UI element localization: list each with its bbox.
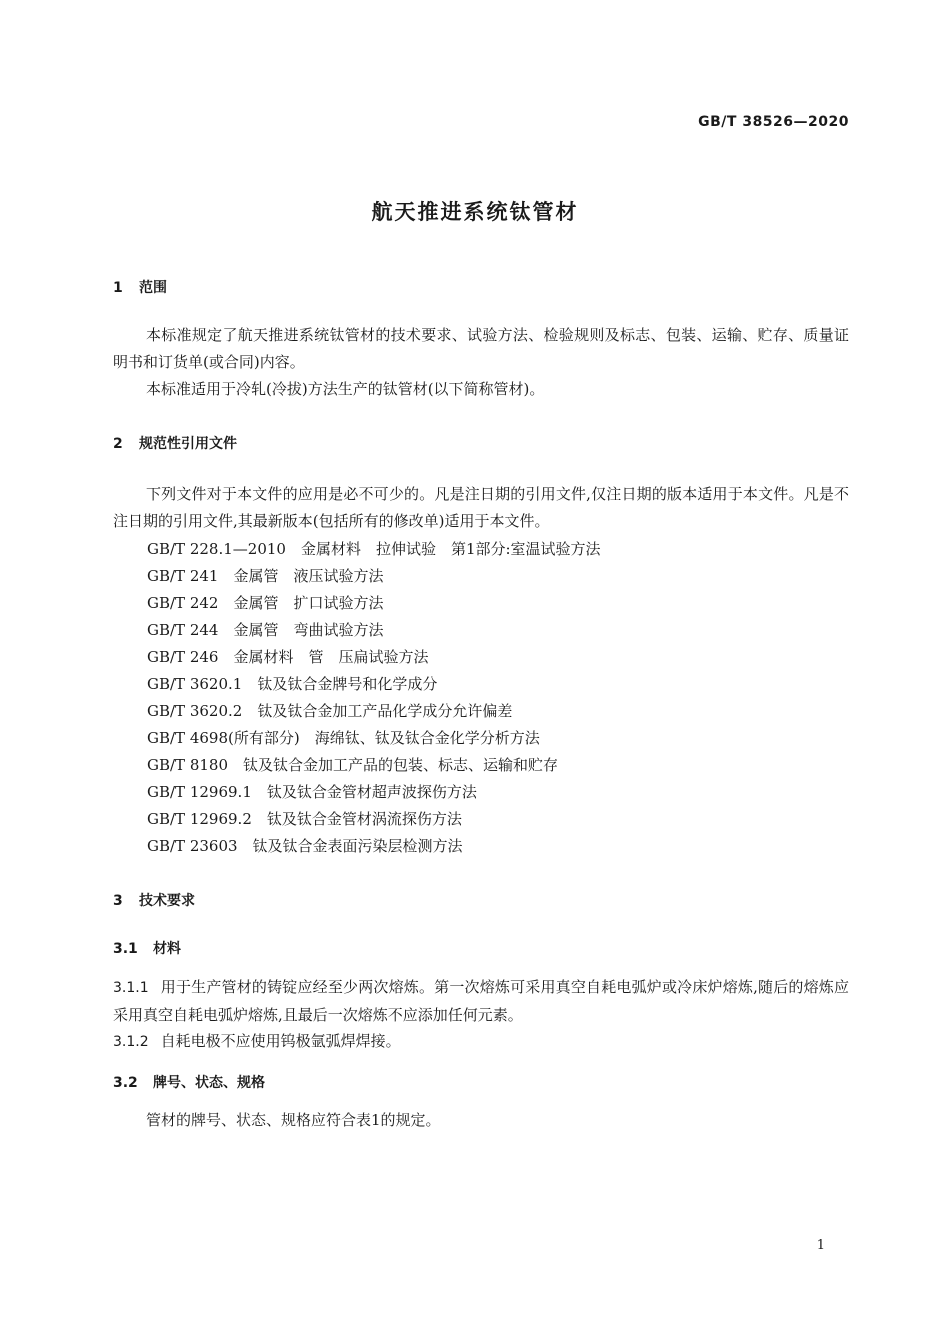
reference-item: GB/T 8180 钛及钛合金加工产品的包装、标志、运输和贮存 bbox=[147, 756, 559, 774]
section-number: 3 bbox=[113, 893, 123, 909]
section-title: 规范性引用文件 bbox=[139, 436, 237, 452]
subsection-number: 3.1 bbox=[113, 941, 138, 957]
clause-number: 3.1.1 bbox=[113, 980, 149, 996]
clause-text: 自耗电极不应使用钨极氩弧焊焊接。 bbox=[160, 1032, 401, 1050]
page-number: 1 bbox=[816, 1238, 825, 1253]
subsection-title: 材料 bbox=[153, 941, 181, 957]
reference-item: GB/T 244 金属管 弯曲试验方法 bbox=[147, 621, 384, 639]
reference-item: GB/T 3620.2 钛及钛合金加工产品化学成分允许偏差 bbox=[147, 702, 513, 720]
reference-item: GB/T 228.1—2010 金属材料 拉伸试验 第1部分:室温试验方法 bbox=[147, 540, 601, 558]
reference-item: GB/T 4698(所有部分) 海绵钛、钛及钛合金化学分析方法 bbox=[147, 729, 540, 747]
section-title: 范围 bbox=[139, 280, 167, 296]
subsection-title: 牌号、状态、规格 bbox=[153, 1075, 265, 1091]
paragraph: 本标准适用于冷轧(冷拔)方法生产的钛管材(以下简称管材)。 bbox=[146, 380, 545, 398]
reference-item: GB/T 12969.1 钛及钛合金管材超声波探伤方法 bbox=[147, 783, 477, 801]
reference-item: GB/T 23603 钛及钛合金表面污染层检测方法 bbox=[147, 837, 463, 855]
paragraph: 下列文件对于本文件的应用是必不可少的。凡是注日期的引用文件,仅注日期的版本适用于本文件。凡是不注日期的引用文件,其最新版本(包括所有的修改单)适用于本文件。 bbox=[113, 485, 849, 530]
standard-number: GB/T 38526—2020 bbox=[698, 114, 849, 130]
clause-3-1-1 bbox=[113, 974, 849, 1029]
subsection-3-2-heading bbox=[113, 1072, 265, 1092]
reference-item: GB/T 3620.1 钛及钛合金牌号和化学成分 bbox=[147, 675, 438, 693]
section-number: 2 bbox=[113, 436, 123, 452]
paragraph: 本标准规定了航天推进系统钛管材的技术要求、试验方法、检验规则及标志、包装、运输、贮存、质量证明书和订货单(或合同)内容。 bbox=[113, 326, 849, 371]
reference-item: GB/T 246 金属材料 管 压扁试验方法 bbox=[147, 648, 429, 666]
paragraph: 管材的牌号、状态、规格应符合表1的规定。 bbox=[146, 1111, 441, 1129]
clause-text: 用于生产管材的铸锭应经至少两次熔炼。第一次熔炼可采用真空自耗电弧炉或冷床炉熔炼,随后的熔炼应采用真空自耗电弧炉熔炼,且最后一次熔炼不应添加任何元素。 bbox=[113, 978, 849, 1024]
subsection-3-1-heading bbox=[113, 938, 181, 958]
section-2-heading bbox=[113, 433, 237, 453]
section-title: 技术要求 bbox=[139, 893, 195, 909]
clause-number: 3.1.2 bbox=[113, 1034, 149, 1050]
document-title: 航天推进系统钛管材 bbox=[371, 200, 579, 224]
section-1-heading bbox=[113, 277, 167, 297]
reference-item: GB/T 241 金属管 液压试验方法 bbox=[147, 567, 384, 585]
reference-item: GB/T 12969.2 钛及钛合金管材涡流探伤方法 bbox=[147, 810, 462, 828]
reference-item: GB/T 242 金属管 扩口试验方法 bbox=[147, 594, 384, 612]
section-3-heading bbox=[113, 890, 195, 910]
subsection-number: 3.2 bbox=[113, 1075, 138, 1091]
section-number: 1 bbox=[113, 280, 123, 296]
clause-3-1-2 bbox=[113, 1028, 849, 1056]
